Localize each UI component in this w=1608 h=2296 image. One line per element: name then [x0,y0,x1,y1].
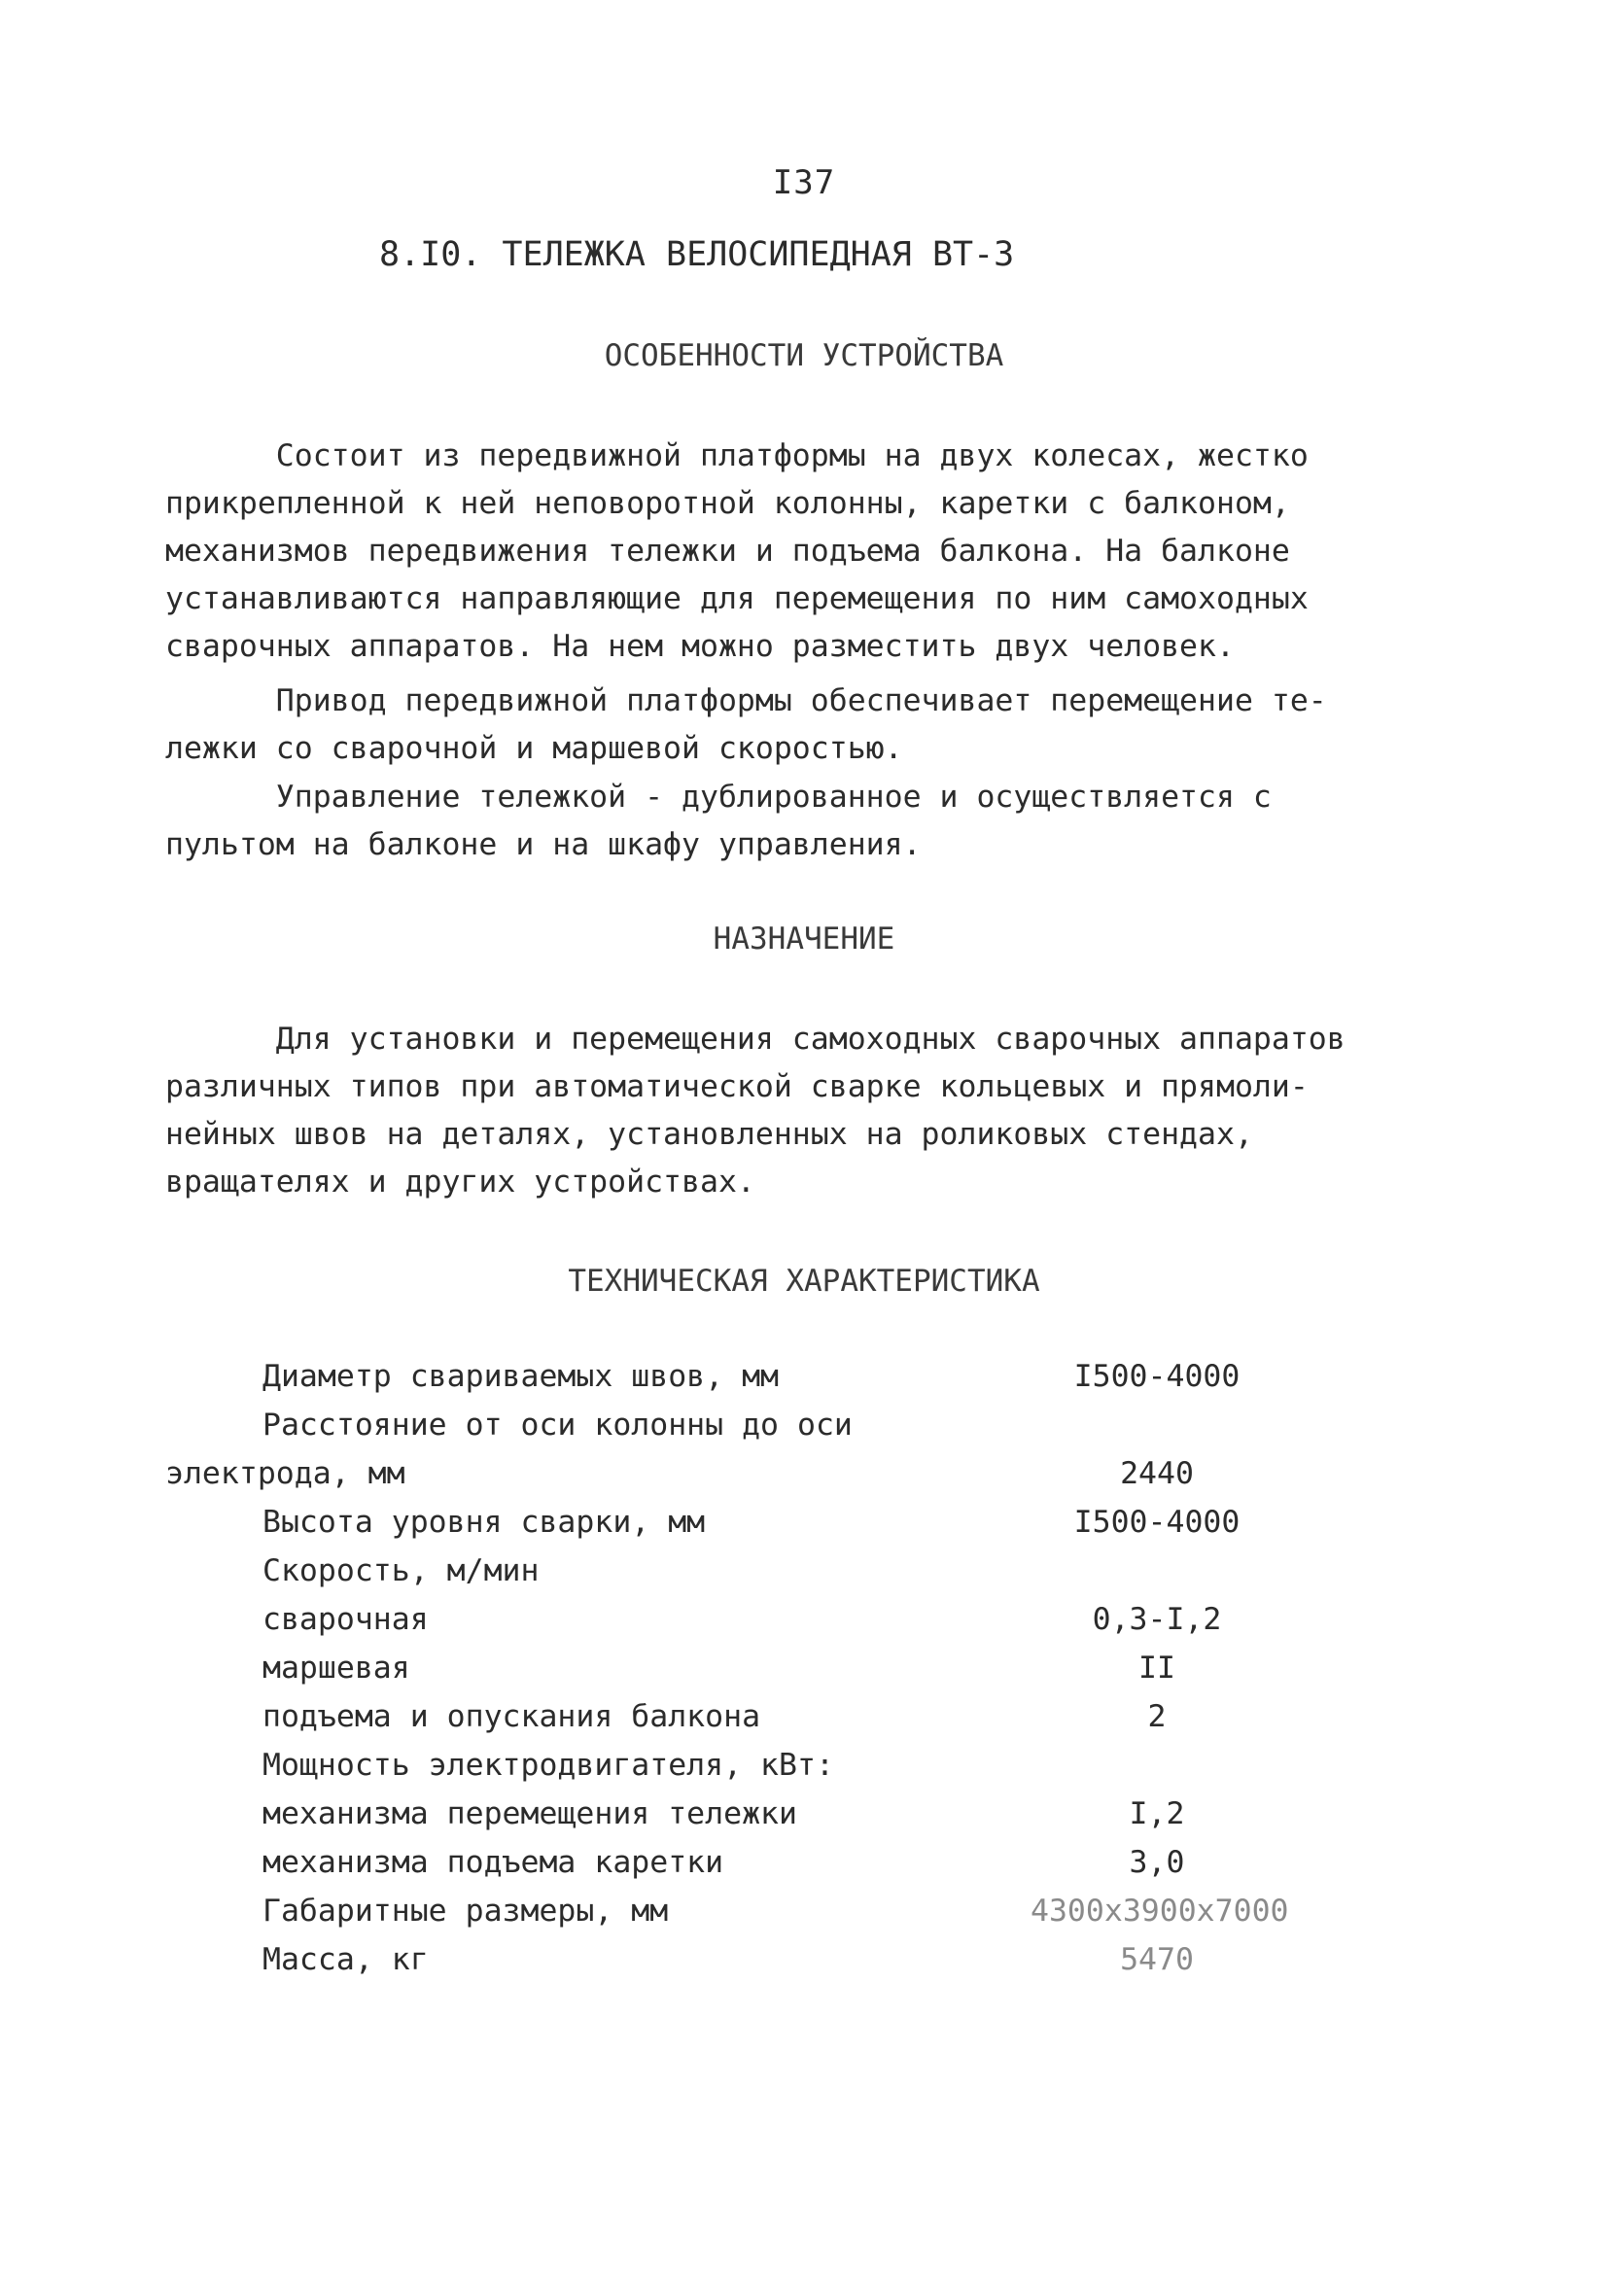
section-title: 8.I0. ТЕЛЕЖКА ВЕЛОСИПЕДНАЯ ВТ-3 [379,235,1015,274]
spec-value: 0,3-I,2 [1092,1602,1222,1637]
spec-label: Масса, кг [262,1942,429,1977]
spec-value: 3,0 [1129,1845,1185,1880]
page-number: I37 [772,163,836,202]
spec-label: сварочная [262,1602,429,1637]
spec-row [0,1359,1608,1407]
spec-row [0,1553,1608,1601]
spec-row [0,1699,1608,1747]
spec-value: 5470 [1120,1942,1194,1977]
paragraph-drive: Привод передвижной платформы обеспечивает перемещение те- лежки со сварочной и маршевой скоростью. [165,683,1327,766]
spec-value: 4300x3900x7000 [1031,1894,1289,1929]
heading-purpose: НАЗНАЧЕНИЕ [713,922,895,957]
spec-label: Габаритные размеры, мм [262,1894,669,1929]
paragraph-control: Управление тележкой - дублированное и осуществляется с пультом на балконе и на шкафу управления. [165,780,1272,862]
spec-row [0,1845,1608,1893]
paragraph-purpose: Для установки и перемещения самоходных сварочных аппаратов различных типов при автоматической сварке кольцевых и прямоли- нейных швов на деталях, установленных на роликовых стендах, вращателях и других устройствах. [165,1022,1346,1200]
spec-label: механизма перемещения тележки [262,1796,797,1831]
spec-row [0,1651,1608,1698]
spec-value: II [1138,1651,1175,1686]
heading-features: ОСОБЕННОСТИ УСТРОЙСТВА [604,338,1004,373]
spec-label: электрода, мм [165,1456,405,1491]
heading-tech-specs: ТЕХНИЧЕСКАЯ ХАРАКТЕРИСТИКА [568,1264,1040,1299]
spec-label: подъема и опускания балкона [262,1699,761,1734]
spec-label: механизма подъема каретки [262,1845,724,1880]
spec-label: Мощность электродвигателя, кВт: [262,1748,834,1783]
spec-label: Скорость, м/мин [262,1553,540,1588]
spec-label: маршевая [262,1651,410,1686]
spec-row [0,1894,1608,1941]
spec-label: Диаметр свариваемых швов, мм [262,1359,780,1394]
spec-value: 2440 [1120,1456,1194,1491]
spec-row [0,1408,1608,1455]
spec-row [0,1456,1608,1504]
spec-row [0,1602,1608,1650]
spec-row [0,1505,1608,1552]
spec-value: I500-4000 [1073,1359,1241,1394]
spec-row [0,1748,1608,1795]
spec-value: I500-4000 [1073,1505,1241,1540]
spec-label: Высота уровня сварки, мм [262,1505,706,1540]
paragraph-description: Состоит из передвижной платформы на двух колесах, жестко прикрепленной к ней неповоротной колонны, каретки с балконом, механизмов передвижения тележки и подъема балкона. На балконе устанавливаются направляющие для перемещения по ним самоходных сварочных аппаратов. На нем можно разместить двух человек. [165,438,1309,664]
spec-label: Расстояние от оси колонны до оси [262,1408,853,1443]
spec-row [0,1796,1608,1844]
spec-value: I,2 [1129,1796,1185,1831]
spec-value: 2 [1147,1699,1167,1734]
spec-row [0,1942,1608,1990]
